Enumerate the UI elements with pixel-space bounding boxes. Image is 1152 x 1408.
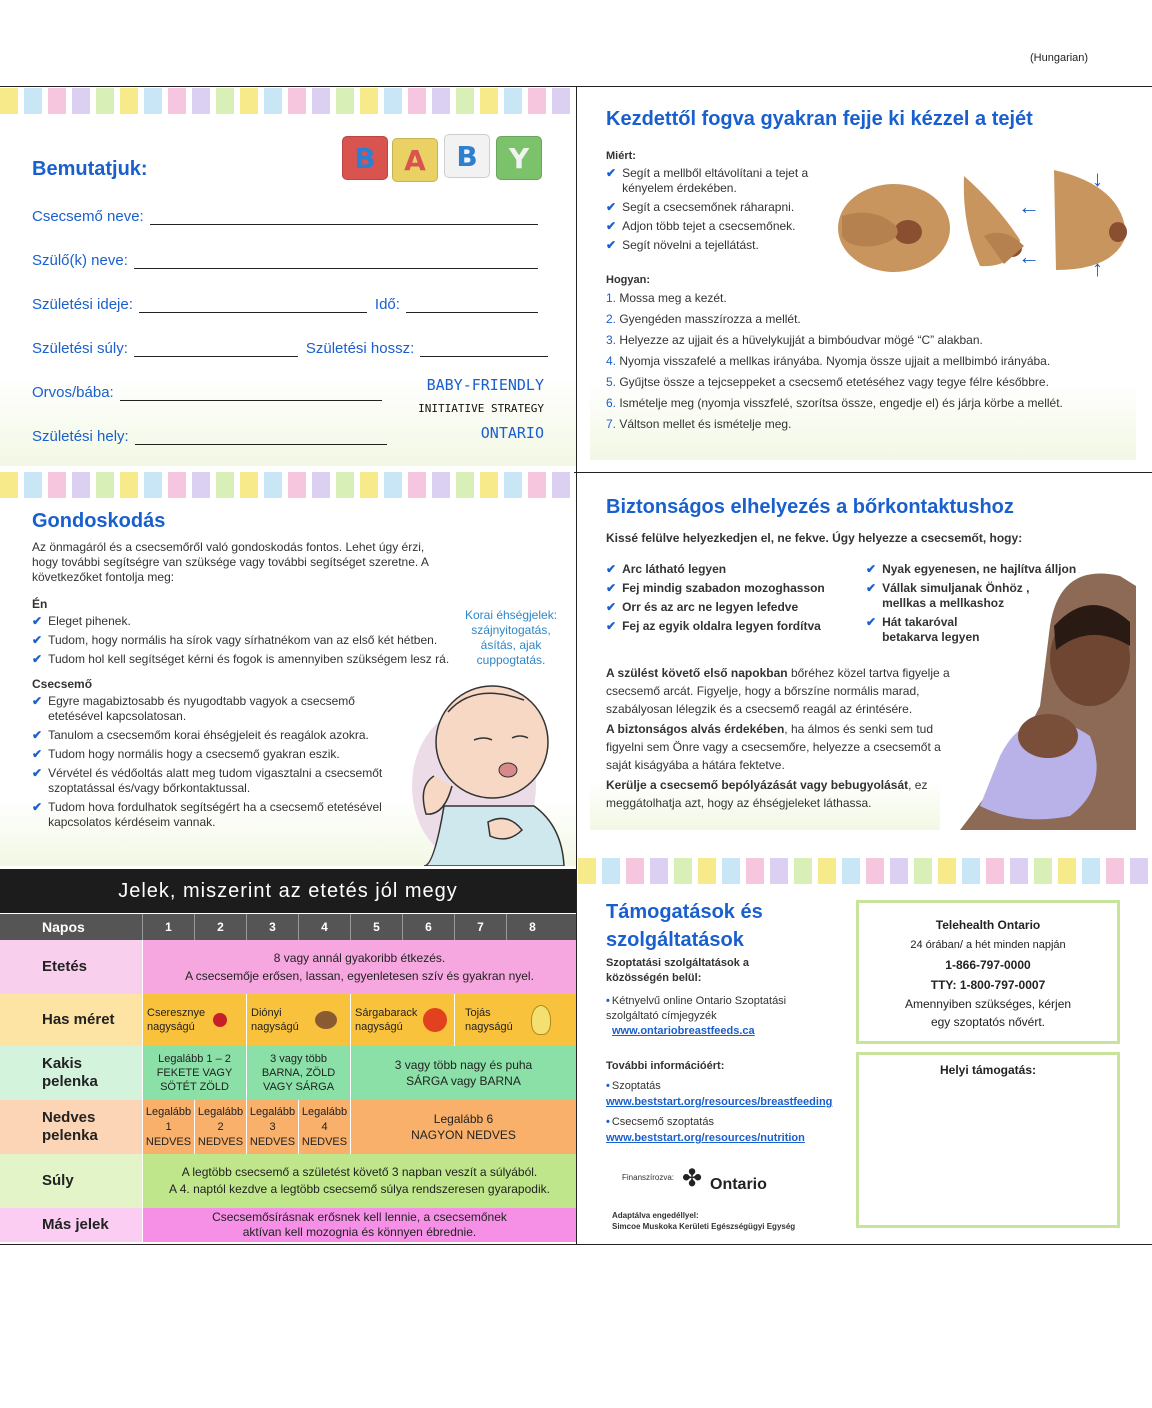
wet-cell: Legalább 2 NEDVES — [194, 1100, 246, 1154]
column-divider — [576, 86, 577, 472]
row-label: Más jelek — [0, 1208, 142, 1242]
telehealth-box — [856, 900, 1120, 1044]
stool-cell: 3 vagy több nagy és puha SÁRGA vagy BARNA — [350, 1046, 576, 1100]
column-divider — [576, 868, 577, 1244]
list-item: ✔ Eleget pihenek. — [32, 614, 131, 628]
stool-cell: 3 vagy több BARNA, ZÖLD VAGY SÁRGA — [246, 1046, 350, 1100]
cherry-icon — [213, 1013, 227, 1027]
why-list — [606, 166, 820, 257]
check-icon: ✔ — [866, 562, 877, 576]
adapted-credit: Adaptálva engedéllyel: Simcoe Muskoka Kerületi Egészségügyi Egység — [612, 1211, 796, 1231]
why-label: Miért: — [606, 150, 636, 162]
hunger-cues-note: Korai éhségjelek: szájnyitogatás, ásítás, ajak cuppogtatás. — [464, 608, 558, 667]
skin-paragraph-1: A szülést követő első napokban bőréhez közel tartva figyelje a csecsemő arcát. Figyelje, hogy a bőrszíne normális marad, szabályosan lélegzik és a csecsemő reagál az érintésére. — [606, 666, 950, 716]
parent-name-label: Szülő(k) neve: — [32, 252, 128, 269]
block-b2: B — [444, 134, 490, 178]
language-label: (Hungarian) — [1030, 52, 1089, 64]
check-icon: ✔ — [866, 615, 877, 629]
arrow-up-icon: ↑ — [1092, 256, 1103, 281]
list-item: ✔ Orr és az arc ne legyen lefedve — [606, 600, 799, 614]
telehealth-note: Amennyiben szükséges, kérjen egy szoptatós nővért. — [904, 997, 1072, 1029]
doctor-label: Orvos/bába: — [32, 384, 114, 401]
column-divider — [576, 472, 577, 868]
list-item: ✔ Tudom hogy normális hogy a csecsemő gyakran eszik. — [32, 747, 340, 761]
breastfeeding-link[interactable]: www.beststart.org/resources/breastfeeding — [606, 1096, 833, 1108]
day-label: Napos — [42, 919, 85, 935]
arrow-left-icon: ← — [1018, 244, 1040, 269]
list-item: ✔ Egyre magabiztosabb és nyugodtabb vagyok a csecsemő etetésével kapcsolatosan. — [32, 694, 355, 723]
skin-paragraph-2: A biztonságos alvás érdekében, ha álmos és senki sem tud figyelni sem Önre vagy a csecsemőre, helyezze a csecsemőt a saját kiságyába a hátára fektetve. — [606, 722, 941, 772]
row-label: Has méret — [0, 994, 142, 1046]
wet-cell: Legalább 1 NEDVES — [142, 1100, 194, 1154]
check-icon: ✔ — [32, 614, 43, 628]
more-info-entry-nutrition: • Csecsemő szoptatás www.beststart.org/resources/nutrition — [606, 1116, 805, 1144]
ontario-wordmark: Ontario — [710, 1176, 767, 1193]
ontario-breastfeeds-link[interactable]: www.ontariobreastfeeds.ca — [612, 1025, 755, 1037]
intro-title: Bemutatjuk: — [32, 158, 148, 180]
bottom-rule — [0, 1244, 1152, 1245]
how-list — [606, 291, 1126, 438]
table-title: Jelek, miszerint az etetés jól megy — [0, 869, 576, 913]
check-icon: ✔ — [32, 766, 43, 780]
table-row-wet — [0, 1100, 576, 1154]
care-intro: Az önmagáról és a csecsemőről való gondoskodás fontos. Lehet úgy érzi, hogy további segítségre van szüksége vagy további segítséget szeretne. A következőket fontolja meg: — [32, 540, 429, 584]
bfi-line1: BABY-FRIENDLY — [426, 376, 544, 394]
decorative-stripe — [578, 858, 1152, 884]
me-list — [32, 614, 456, 671]
block-y: Y — [496, 136, 542, 180]
day-cell: 8 — [506, 914, 558, 940]
trillium-icon: ✤ — [682, 1165, 703, 1192]
list-item: 1. Mossa meg a kezét. — [606, 291, 727, 305]
day-cell: 6 — [402, 914, 454, 940]
time-label: Idő: — [374, 296, 400, 313]
walnut-icon — [315, 1011, 337, 1029]
nutrition-link[interactable]: www.beststart.org/resources/nutrition — [606, 1132, 805, 1144]
list-item: ✔ Segít növelni a tejellátást. — [606, 238, 759, 252]
row-label: Súly — [0, 1154, 142, 1208]
stool-cell: Legalább 1 – 2 FEKETE VAGY SÖTÉT ZÖLD — [142, 1046, 246, 1100]
list-item: 6. Ismételje meg (nyomja visszfelé, szorítsa össze, engedje el) és járja körbe a mellét. — [606, 396, 1063, 410]
list-item: ✔ Vérvétel és védőoltás alatt meg tudom vigasztalni a csecsemőt szoptatással és/vagy bőrkontaktussal. — [32, 766, 383, 795]
table-row-weight — [0, 1154, 576, 1208]
birth-length-label: Születési hossz: — [305, 340, 415, 357]
baby-name-field[interactable] — [150, 211, 538, 225]
local-support-label: Helyi támogatás: — [939, 1063, 1037, 1077]
birth-place-row — [32, 428, 387, 445]
check-icon: ✔ — [606, 581, 617, 595]
baby-label: Csecsemő — [32, 677, 93, 691]
birth-date-field[interactable] — [139, 299, 367, 313]
baby-list — [32, 694, 402, 834]
birth-date-label: Születési ideje: — [32, 296, 133, 313]
list-item: ✔ Tudom, hogy normális ha sírok vagy sírhatnékom van az első két hétben. — [32, 633, 438, 647]
list-item: ✔ Fej mindig szabadon mozoghasson — [606, 581, 825, 595]
skin-subtitle: Kissé felülve helyezkedjen el, ne fekve. Úgy helyezze a csecsemőt, hogy: — [606, 531, 1023, 545]
list-item: ✔ Nyak egyenesen, ne hajlítva álljon — [866, 562, 1077, 576]
day-cell: 3 — [246, 914, 298, 940]
bfi-line2: INITIATIVE STRATEGY — [418, 402, 544, 415]
doctor-row — [32, 384, 382, 401]
check-icon: ✔ — [32, 800, 43, 814]
row-label: Nedves pelenka — [0, 1100, 142, 1154]
tummy-size-cell: Tojás nagyságú — [454, 994, 576, 1046]
birth-date-row — [32, 296, 538, 313]
list-item: ✔ Adjon több tejet a csecsemőnek. — [606, 219, 796, 233]
birth-weight-field[interactable] — [134, 343, 298, 357]
check-icon: ✔ — [606, 200, 617, 214]
list-item: 3. Helyezze az ujjait és a hüvelykujját a bimbóudvar mögé “C” alakban. — [606, 333, 983, 347]
skin-paragraph-3: Kerülje a csecsemő bepólyázását vagy bebugyolását, ez meggátolhatja azt, hogy az éhségjeleket láthassa. — [606, 778, 928, 810]
list-item: ✔ Tudom hova fordulhatok segítségért ha a csecsemő etetésével kapcsolatos kérdéseim vannak. — [32, 800, 382, 829]
care-title: Gondoskodás — [32, 510, 166, 532]
more-info-entry-breastfeeding: • Szoptatás www.beststart.org/resources/breastfeeding — [606, 1080, 833, 1108]
apricot-icon — [423, 1008, 447, 1032]
tummy-size-cell: Sárgabarack nagyságú — [350, 994, 454, 1046]
list-item: 2. Gyengéden masszírozza a mellét. — [606, 312, 801, 326]
telehealth-hours: 24 órában/ a hét minden napján — [910, 939, 1066, 951]
telehealth-phone[interactable]: 1-866-797-0000 — [945, 958, 1031, 972]
check-icon: ✔ — [32, 728, 43, 742]
position-list-right — [866, 562, 1082, 649]
check-icon: ✔ — [866, 581, 877, 595]
decorative-stripe — [0, 88, 574, 114]
table-row-stool — [0, 1046, 576, 1100]
baby-name-label: Csecsemő neve: — [32, 208, 144, 225]
arrow-left-icon: ← — [1018, 194, 1040, 219]
block-b: B — [342, 136, 388, 180]
list-item: ✔ Vállak simuljanak Önhöz , mellkas a mellkashoz — [866, 581, 1030, 610]
check-icon: ✔ — [606, 219, 617, 233]
decorative-stripe — [0, 472, 574, 498]
wet-cell: Legalább 3 NEDVES — [246, 1100, 298, 1154]
parent-name-row — [32, 252, 538, 269]
time-field[interactable] — [406, 299, 538, 313]
support-title: Támogatások és szolgáltatások — [606, 901, 763, 951]
list-item: ✔ Segít a mellből eltávolítani a tejet a kényelem érdekében. — [606, 166, 809, 195]
more-info-label: További információért: — [606, 1060, 725, 1072]
funded-label: Finanszírozva: — [622, 1173, 675, 1182]
wet-cell: Legalább 4 NEDVES — [298, 1100, 350, 1154]
day-cell: 5 — [350, 914, 402, 940]
birth-weight-label: Születési súly: — [32, 340, 128, 357]
block-a: A — [392, 138, 438, 182]
day-cell: 2 — [194, 914, 246, 940]
day-cell: 4 — [298, 914, 350, 940]
list-item: 7. Váltson mellet és ismételje meg. — [606, 417, 792, 431]
feeding-cell: 8 vagy annál gyakoribb étkezés. A csecsemője erősen, lassan, egyenletesen szív és gyakran nyel. — [142, 940, 576, 994]
telehealth-tty[interactable]: TTY: 1-800-797-0007 — [930, 978, 1046, 992]
list-item: ✔ Arc látható legyen — [606, 562, 727, 576]
arrow-down-icon: ↓ — [1092, 166, 1103, 191]
check-icon: ✔ — [606, 600, 617, 614]
check-icon: ✔ — [606, 166, 617, 180]
list-item: 5. Gyűjtse össze a tejcseppeket a csecsemő etetéséhez vagy tegye félre későbbre. — [606, 375, 1049, 389]
community-entry: • Kétnyelvű online Ontario Szoptatási szolgáltató címjegyzék www.ontariobreastfeeds.ca — [606, 995, 787, 1037]
row-label: Kakis pelenka — [0, 1046, 142, 1100]
tummy-size-cell: Cseresznye nagyságú — [142, 994, 246, 1046]
day-cell: 7 — [454, 914, 506, 940]
tummy-size-cell: Diónyi nagyságú — [246, 994, 350, 1046]
me-label: Én — [32, 597, 48, 611]
list-item: 4. Nyomja visszafelé a mellkas irányába. Nyomja össze ujjait a mellbimbó irányába. — [606, 354, 1051, 368]
parent-name-field[interactable] — [134, 255, 538, 269]
check-icon: ✔ — [32, 633, 43, 647]
bfi-line3: ONTARIO — [480, 424, 544, 442]
position-list-left — [606, 562, 856, 638]
check-icon: ✔ — [606, 238, 617, 252]
check-icon: ✔ — [606, 562, 617, 576]
check-icon: ✔ — [32, 694, 43, 708]
birth-place-field[interactable] — [135, 431, 387, 445]
birth-place-label: Születési hely: — [32, 428, 129, 445]
baby-name-row — [32, 208, 538, 225]
how-label: Hogyan: — [606, 274, 650, 286]
egg-icon — [531, 1005, 551, 1035]
table-row-other — [0, 1208, 576, 1242]
other-cell: Csecsemősírásnak erősnek kell lennie, a csecsemőnek aktívan kell mozognia és könnyen ébrednie. — [142, 1208, 576, 1242]
birth-weight-row — [32, 340, 548, 357]
table-row-feeding — [0, 940, 576, 994]
skin-title: Biztonságos elhelyezés a bőrkontaktushoz — [606, 496, 1014, 518]
table-header-row — [0, 914, 576, 940]
table-row-tummy — [0, 994, 576, 1046]
list-item: ✔ Segít a csecsemőnek ráharapni. — [606, 200, 795, 214]
local-support-box — [856, 1052, 1120, 1228]
wet-cell: Legalább 6 NAGYON NEDVES — [350, 1100, 576, 1154]
weight-cell: A legtöbb csecsemő a születést követő 3 napban veszít a súlyából. A 4. naptól kezdve a legtöbb csecsemő súlya rendszeresen gyarapodik. — [142, 1154, 576, 1208]
telehealth-title: Telehealth Ontario — [935, 918, 1041, 932]
list-item: ✔ Tudom hol kell segítséget kérni és fogok is amennyiben szükségem lesz rá. — [32, 652, 450, 666]
birth-length-field[interactable] — [420, 343, 548, 357]
check-icon: ✔ — [606, 619, 617, 633]
expression-title: Kezdettől fogva gyakran fejje ki kézzel a tejét — [606, 108, 1033, 130]
doctor-field[interactable] — [120, 387, 382, 401]
day-cell: 1 — [142, 914, 194, 940]
community-label: Szoptatási szolgáltatások a közösségén belül: — [606, 957, 750, 984]
check-icon: ✔ — [32, 747, 43, 761]
list-item: ✔ Hát takaróval betakarva legyen — [866, 615, 980, 644]
list-item: ✔ Tanulom a csecsemőm korai éhségjeleit és reagálok azokra. — [32, 728, 369, 742]
check-icon: ✔ — [32, 652, 43, 666]
list-item: ✔ Fej az egyik oldalra legyen fordítva — [606, 619, 821, 633]
row-label: Etetés — [0, 940, 142, 994]
